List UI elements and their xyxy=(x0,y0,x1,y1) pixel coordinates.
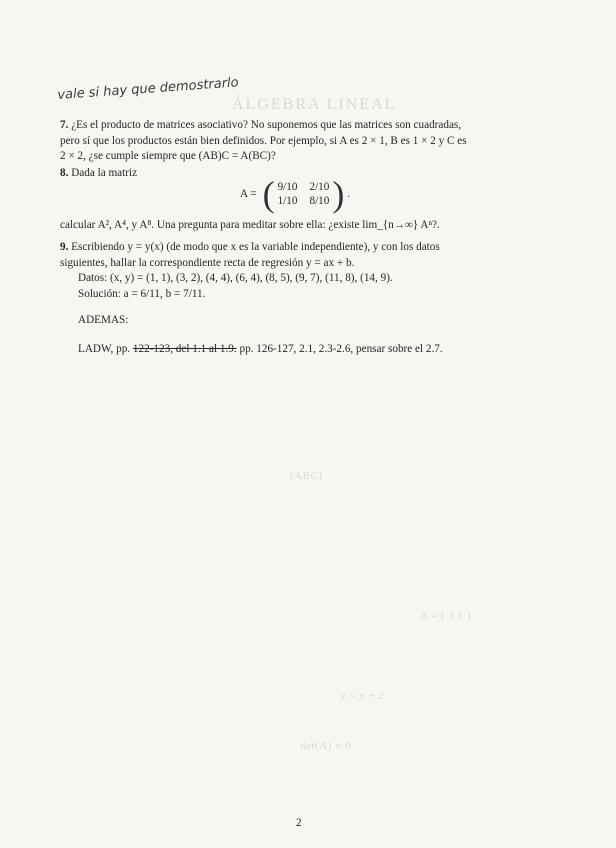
ghost-line: det(A) = 0 xyxy=(300,740,351,752)
problem-text: ¿Es el producto de matrices asociativo? No suponemos que las matrices son cuadradas, xyxy=(71,119,462,131)
ademas-heading-text: ADEMAS: xyxy=(78,314,129,326)
problem-solution: Solución: a = 6/11, b = 7/11. xyxy=(78,287,206,300)
matrix-entry: 1/10 xyxy=(277,195,298,207)
ghost-line: A = ( 3 1 ) xyxy=(420,610,472,622)
matrix-end: . xyxy=(347,188,351,200)
problem-number: 9. xyxy=(60,241,69,253)
ademas-heading xyxy=(78,313,563,329)
ghost-line: (ABC) xyxy=(290,470,323,482)
right-paren: ) xyxy=(332,174,345,214)
problem-7 xyxy=(60,118,545,165)
problem-data: Datos: (x, y) = (1, 1), (3, 2), (4, 4), (6, 4), (8, 5), (9, 7), (11, 8), (14, 9). xyxy=(78,272,393,284)
ghost-line: y = x + 2 xyxy=(340,690,385,702)
matrix-entries xyxy=(278,181,330,207)
left-paren: ( xyxy=(262,174,275,214)
handwritten-note: vale si hay que demostrarlo xyxy=(56,75,240,103)
problem-8-question xyxy=(60,218,545,234)
matrix-label: A = xyxy=(240,188,257,200)
problem-text: Escribiendo y = y(x) (de modo que x es la variable independiente), y con los datos xyxy=(71,241,440,253)
ademas-prefix: LADW, pp. xyxy=(78,343,131,355)
ademas-line xyxy=(78,342,558,358)
problem-text: siguientes, hallar la correspondiente recta de regresión y = ax + b. xyxy=(60,256,355,269)
problem-number: 8. xyxy=(60,167,69,179)
problem-text: pero sí que los productos están bien definidos. Por ejemplo, si A es 2 × 1, B es 1 × 2 y C es xyxy=(60,134,467,147)
problem-text: 2 × 2, ¿se cumple siempre que (AB)C = A(BC)? xyxy=(60,150,276,162)
problem-text: calcular A², A⁴, y A⁸. Una pregunta para meditar sobre ella: ¿existe lim_{n→∞} Aⁿ?. xyxy=(60,219,440,231)
problem-text: Dada la matriz xyxy=(71,167,138,179)
matrix-entry: 8/10 xyxy=(309,195,330,207)
ademas-rest: pp. 126-127, 2.1, 2.3-2.6, pensar sobre el 2.7. xyxy=(239,343,443,355)
problem-number: 7. xyxy=(60,119,69,131)
page-number: 2 xyxy=(296,817,302,829)
matrix-a xyxy=(240,176,350,212)
matrix-entry: 9/10 xyxy=(277,181,298,193)
problem-9 xyxy=(60,240,545,302)
matrix-entry: 2/10 xyxy=(309,181,330,193)
ghost-header: ÁLGEBRA LINEAL xyxy=(232,96,397,113)
ademas-struck: 122-123, del 1.1 al 1.9. xyxy=(132,343,237,355)
